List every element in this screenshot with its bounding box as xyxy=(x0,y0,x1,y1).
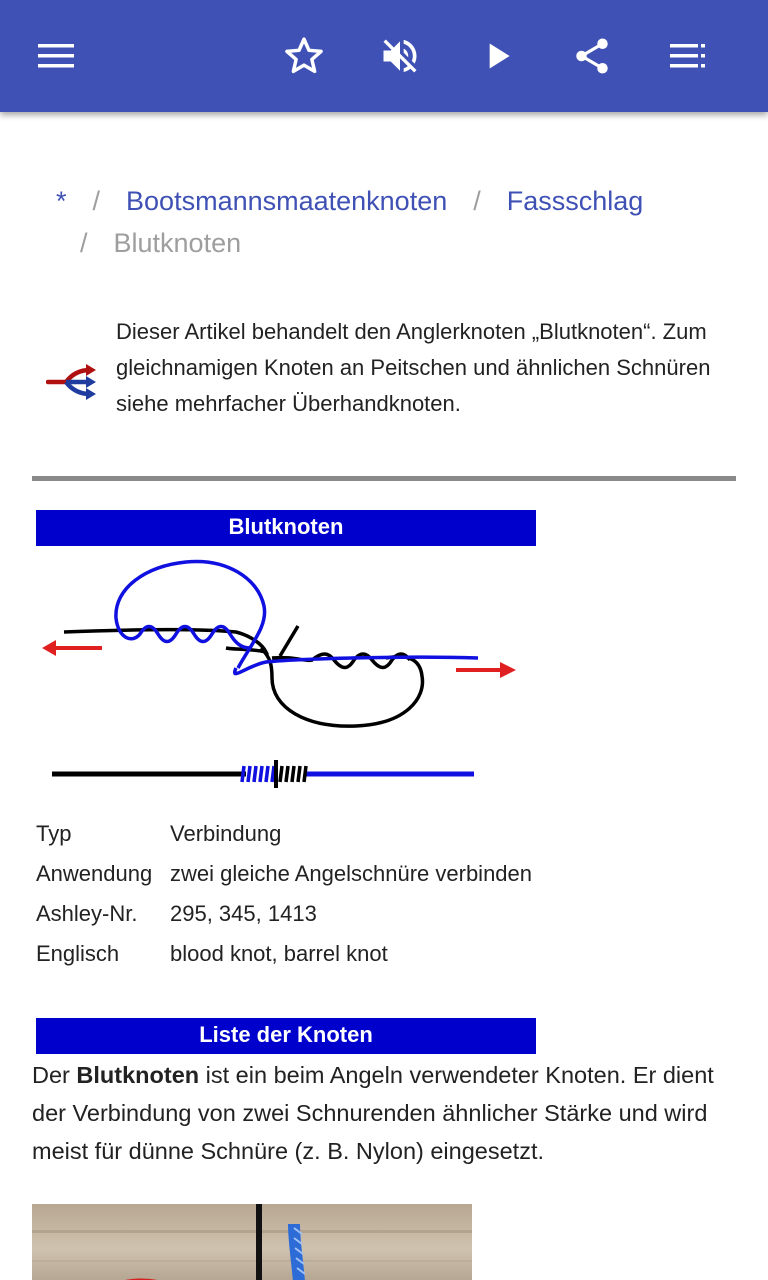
section-divider xyxy=(32,476,736,481)
breadcrumb xyxy=(56,180,736,264)
infobox-table xyxy=(36,816,536,972)
menu-button[interactable] xyxy=(28,28,84,84)
article-paragraph xyxy=(32,1056,742,1170)
breadcrumb-separator: / xyxy=(473,186,481,216)
volume-off-icon xyxy=(378,34,422,78)
infobox-value: blood knot, barrel knot xyxy=(170,941,388,966)
breadcrumb-link-bootsmannsmaatenknoten[interactable]: Bootsmannsmaatenknoten xyxy=(126,186,448,216)
breadcrumb-separator: / xyxy=(92,186,101,216)
infobox-row-english xyxy=(36,936,536,972)
infobox-key: Typ xyxy=(36,821,72,846)
infobox-value: 295, 345, 1413 xyxy=(170,901,317,926)
toc-list-icon xyxy=(668,42,708,70)
breadcrumb-separator: / xyxy=(80,228,88,258)
breadcrumb-root-link[interactable]: * xyxy=(56,186,67,216)
hamburger-menu-icon xyxy=(36,42,76,70)
knot-photo-image xyxy=(32,1204,472,1280)
share-button[interactable] xyxy=(564,28,620,84)
infobox-row-type xyxy=(36,816,536,852)
share-icon xyxy=(571,35,613,77)
disambiguation-text: Dieser Artikel behandelt den Anglerknoten „Blutknoten“. Zum gleichnamigen Knoten an Peitschen und ähnlichen Schnüren siehe mehrfacher Überhandknoten. xyxy=(116,319,711,416)
infobox-key: Ashley-Nr. xyxy=(36,901,138,926)
knot-list-link[interactable]: Liste der Knoten xyxy=(36,1018,536,1054)
infobox-row-usage xyxy=(36,856,536,892)
contents-button[interactable] xyxy=(660,28,716,84)
play-button[interactable] xyxy=(470,28,526,84)
star-outline-icon xyxy=(282,34,326,78)
infobox-key: Anwendung xyxy=(36,861,153,886)
app-toolbar xyxy=(0,0,768,112)
mute-button[interactable] xyxy=(372,28,428,84)
knot-photo[interactable] xyxy=(32,1204,472,1280)
infobox-row-ashley xyxy=(36,896,536,932)
breadcrumb-link-fassschlag[interactable]: Fassschlag xyxy=(506,186,644,216)
infobox-value: zwei gleiche Angelschnüre verbinden xyxy=(170,861,533,886)
paragraph-bold-term: Blutknoten xyxy=(76,1062,200,1088)
play-icon xyxy=(478,36,518,76)
blood-knot-diagram xyxy=(36,548,536,798)
paragraph-text: ist ein beim Angeln verwendeter Knoten. Er dient der Verbindung von zwei Schnurenden ähnlicher Stärke und wird meist für dünne Schnüre (z. B. Nylon) eingesetzt. xyxy=(32,1062,714,1164)
infobox-title: Blutknoten xyxy=(36,510,536,546)
article-content xyxy=(0,112,768,1280)
disambiguation-icon xyxy=(46,360,98,404)
favorite-button[interactable] xyxy=(276,28,332,84)
breadcrumb-current: Blutknoten xyxy=(113,228,242,258)
infobox-key: Englisch xyxy=(36,941,120,966)
paragraph-text: Der xyxy=(32,1062,77,1088)
infobox-value: Verbindung xyxy=(170,821,282,846)
